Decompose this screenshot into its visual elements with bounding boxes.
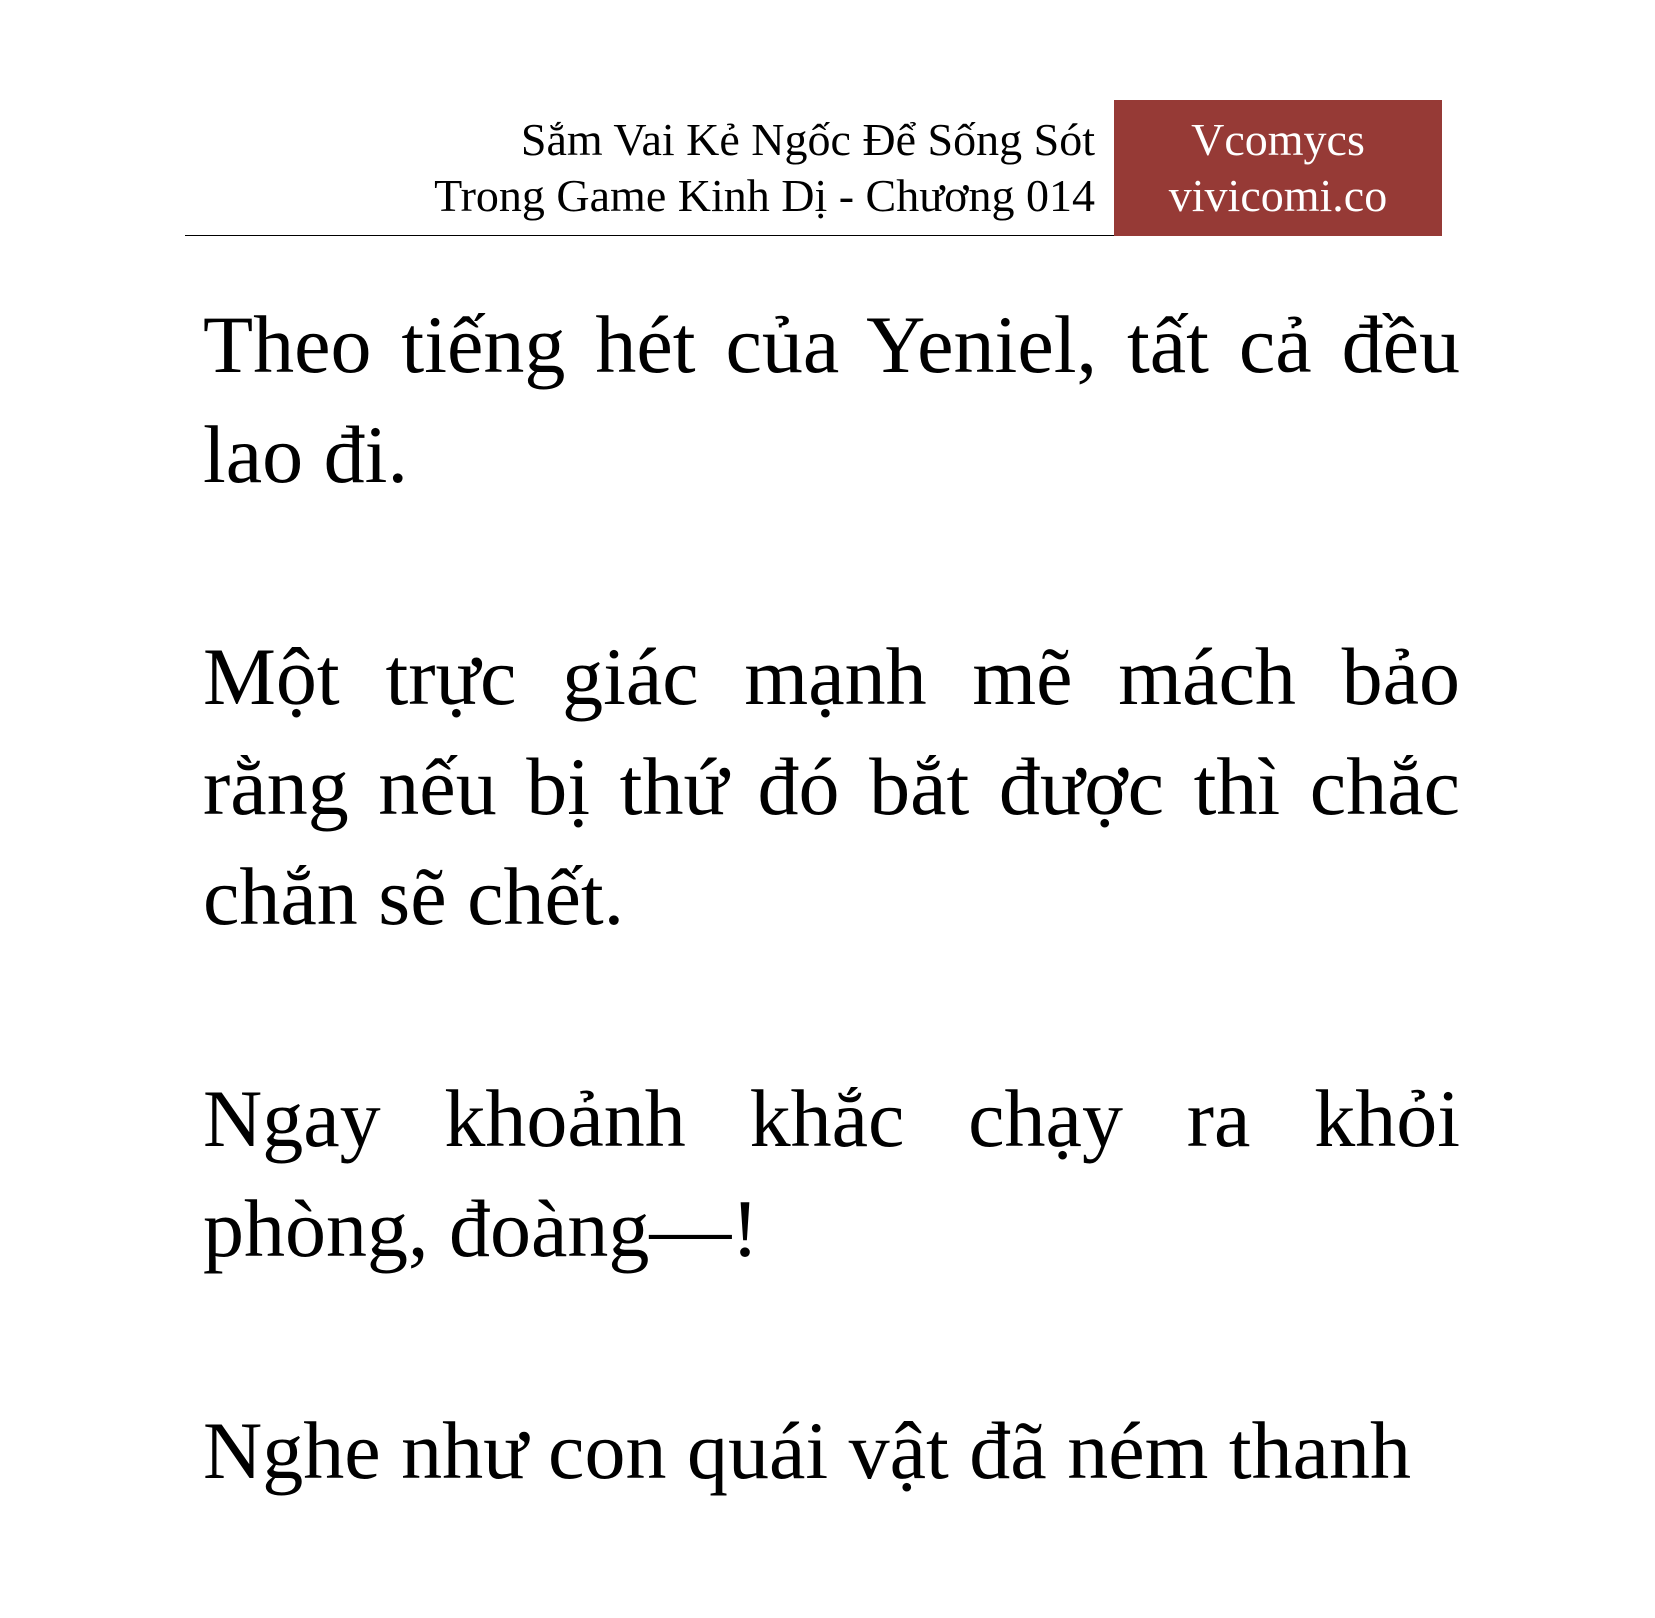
brand-url: vivicomi.co [1168, 170, 1388, 221]
page-header [185, 100, 1442, 236]
paragraph: Một trực giác mạnh mẽ mách bảo rằng nếu bị thứ đó bắt được thì chắc chắn sẽ chết. [203, 631, 1460, 942]
header-divider [185, 235, 1115, 236]
paragraph: Ngay khoảnh khắc chạy ra khỏi phòng, đoàng—! [203, 1073, 1460, 1274]
chapter-body [203, 290, 1460, 1618]
chapter-title-line-1: Sắm Vai Kẻ Ngốc Để Sống Sót [520, 114, 1095, 165]
brand-badge [1114, 100, 1442, 236]
brand-name: Vcomycs [1191, 114, 1365, 165]
paragraph: Theo tiếng hét của Yeniel, tất cả đều lao đi. [203, 299, 1460, 500]
paragraph: Nghe như con quái vật đã ném thanh [203, 1405, 1412, 1496]
chapter-title-line-2: Trong Game Kinh Dị - Chương 014 [434, 170, 1095, 221]
chapter-title [185, 100, 1095, 236]
